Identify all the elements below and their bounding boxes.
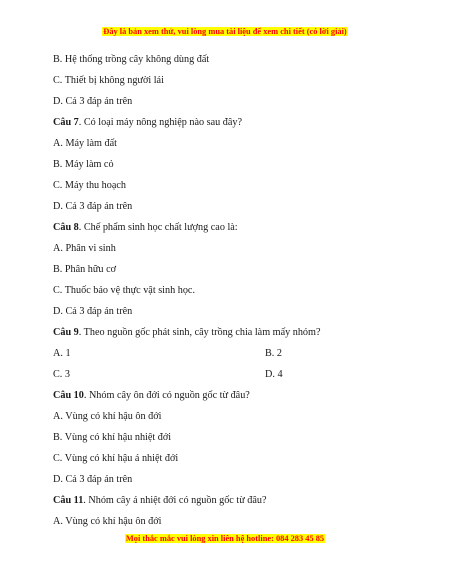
answer-option: D. 4 bbox=[265, 369, 283, 380]
question-number: Câu 8 bbox=[53, 222, 79, 233]
question-number: Câu 9 bbox=[53, 327, 79, 338]
question-10 bbox=[53, 390, 250, 402]
hotline-banner bbox=[0, 534, 450, 543]
answer-option: B. Hệ thống trồng cây không dùng đất bbox=[53, 54, 210, 65]
answer-option: D. Cả 3 đáp án trên bbox=[53, 96, 133, 107]
question-text: . Theo nguồn gốc phát sinh, cây trồng chia làm mấy nhóm? bbox=[78, 327, 321, 338]
question-number: Câu 10 bbox=[53, 390, 84, 401]
answer-option: A. Máy làm đất bbox=[53, 138, 117, 149]
answer-option: D. Cả 3 đáp án trên bbox=[53, 201, 133, 212]
question-text: . Nhóm cây á nhiệt đới có nguồn gốc từ đâu? bbox=[83, 495, 267, 506]
preview-notice-text: Đây là bản xem thử, vui lòng mua tài liệu để xem chi tiết (có lời giải) bbox=[103, 27, 347, 36]
question-text: . Chế phẩm sinh học chất lượng cao là: bbox=[78, 222, 238, 233]
answer-option: C. 3 bbox=[53, 369, 70, 380]
question-number: Câu 11 bbox=[53, 495, 84, 506]
answer-option: C. Thiết bị không người lái bbox=[53, 75, 164, 86]
answer-option: A. Phân vi sinh bbox=[53, 243, 116, 254]
question-text: . Có loại máy nông nghiệp nào sau đây? bbox=[78, 117, 243, 128]
answer-option: A. 1 bbox=[53, 348, 71, 359]
answer-option: B. Máy làm cỏ bbox=[53, 159, 114, 170]
answer-option: A. Vùng có khí hậu ôn đới bbox=[53, 516, 162, 527]
answer-option: C. Máy thu hoạch bbox=[53, 180, 126, 191]
answer-option: A. Vùng có khí hậu ôn đới bbox=[53, 411, 162, 422]
answer-option: D. Cả 3 đáp án trên bbox=[53, 474, 133, 485]
answer-option: C. Thuốc bảo vệ thực vật sinh học. bbox=[53, 285, 195, 296]
answer-option: D. Cả 3 đáp án trên bbox=[53, 306, 133, 317]
question-text: . Nhóm cây ôn đới có nguồn gốc từ đâu? bbox=[83, 390, 250, 401]
answer-option: B. Vùng có khí hậu nhiệt đới bbox=[53, 432, 172, 443]
question-number: Câu 7 bbox=[53, 117, 79, 128]
preview-notice-banner bbox=[0, 27, 450, 36]
hotline-text: Mọi thắc mắc vui lòng xin liên hệ hotline: 084 283 45 85 bbox=[125, 534, 325, 543]
question-7 bbox=[53, 117, 242, 129]
answer-option: B. 2 bbox=[265, 348, 282, 359]
question-9 bbox=[53, 327, 320, 339]
question-8 bbox=[53, 222, 238, 234]
answer-option: C. Vùng có khí hậu á nhiệt đới bbox=[53, 453, 179, 464]
answer-option: B. Phân hữu cơ bbox=[53, 264, 116, 275]
question-11 bbox=[53, 495, 267, 507]
